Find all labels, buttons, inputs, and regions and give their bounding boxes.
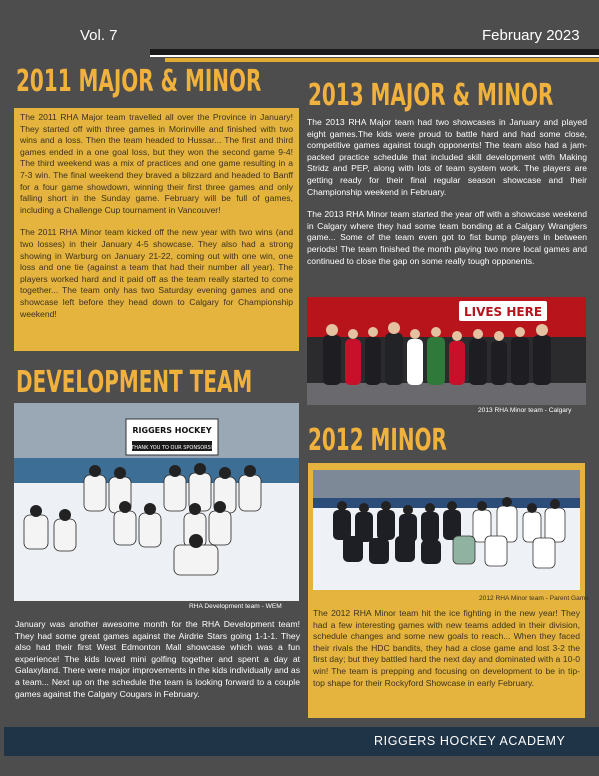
photo-development-team: [14, 403, 299, 601]
section-title-development: DEVELOPMENT TEAM: [16, 365, 253, 400]
banner-sub-text: THANK YOU TO OUR SPONSORS!: [131, 445, 213, 451]
paragraph-2011-major: The 2011 RHA Major team travelled all over the Province in January! They started off with three games in Morinville and finished with two wins and a loss. Then the team headed to Hussar... The first and third games ended in a one goal loss, but they won the second game 9-4! The third weekend was a mix of practices and one game resulting in a 7-3 win. The final weekend they braved a blizzard and headed to Banff for a four game showdown, winning their first three games and only falling short in the Sunday game. February will be full of games, including a Challenge Cup tournament in Vancouver!: [20, 112, 293, 215]
volume-label: Vol. 7: [80, 27, 118, 44]
issue-date: February 2023: [482, 27, 580, 44]
photo-2012-team: [313, 470, 580, 590]
photo-2013-illustration: [307, 297, 586, 405]
section-title-2011: 2011 MAJOR & MINOR: [16, 64, 262, 99]
photo-2012-illustration: [313, 470, 580, 590]
section-body-development: [15, 619, 300, 700]
section-title-2012: 2012 MINOR: [308, 423, 447, 458]
paragraph-2011-minor: The 2011 RHA Minor team kicked off the new year with two wins (and two losses) in their January 4-5 showcase. They also had a strong showing in Warburg on January 21-22, coming out with one win, one loss and one tie (against a team that had their number all year). The players worked hard and it paid off as the team really started to come together... The team only has two Saturday evening games and one showcase left before they head down to Calgary for Championship weekend!: [20, 227, 293, 319]
photo-sign-text: LIVES HERE: [463, 305, 543, 319]
header-divider-gold: [165, 58, 599, 62]
photo-caption-2013: 2013 RHA Minor team - Calgary: [478, 407, 572, 414]
header-divider-accent: [150, 55, 599, 57]
photo-development-illustration: [14, 403, 299, 601]
section-body-2013: [307, 117, 587, 267]
banner-title-text: RIGGERS HOCKEY: [132, 426, 212, 435]
section-title-2013: 2013 MAJOR & MINOR: [308, 78, 554, 113]
section-body-2012: [308, 605, 585, 718]
paragraph-development: January was another awesome month for the RHA Development team! They had some great games against the Airdrie Stars going 1-1-1. They also had their first West Edmonton Mall showcase which was a fun experience! The kids loved mini golfing together and spent a day at Galaxyland. There were major improvements in the kids individually and as a team... Next up on the schedule the team is looking forward to a couple games against the Calgary Cougars in February.: [15, 619, 301, 699]
paragraph-2013-minor: The 2013 RHA Minor team started the year off with a showcase weekend in Calgary where they had some team bonding at a Calgary Wranglers game... Some of the team even got to fist bump players in between periods! The team finished the month playing two more local games and continued to close the gap on some really tough opponents.: [307, 209, 587, 266]
footer-title: RIGGERS HOCKEY ACADEMY: [374, 734, 566, 748]
paragraph-2012: The 2012 RHA Minor team hit the ice fighting in the new year! They had a few interesting games with new teams added in their division, schedule changes and some new goals to reach... When they faced their rivals the HDC bandits, they had a close game and lost 3-2 the first day; but they battled hard the next day and dominated with a 10-0 win! The team is prepping and focusing on development to be in tip-top shape for their Rockyford Showcase in early February.: [313, 608, 580, 688]
section-body-2011: [14, 108, 299, 351]
photo-caption-development: RHA Development team - WEM: [189, 603, 282, 610]
paragraph-2013-major: The 2013 RHA Major team had two showcases in January and played eight games.The kids were proud to battle hard and had some close, competitive games against tough opponents! The team also had a jam-packed practice schedule that included skill development with Making Stridz and PEP, along with lots of team system work. The players are getting ready for their final regular season showcase and their Championship weekend in February.: [307, 117, 587, 197]
photo-2013-team: [307, 297, 586, 405]
photo-caption-2012: 2012 RHA Minor team - Parent Game: [479, 595, 589, 602]
